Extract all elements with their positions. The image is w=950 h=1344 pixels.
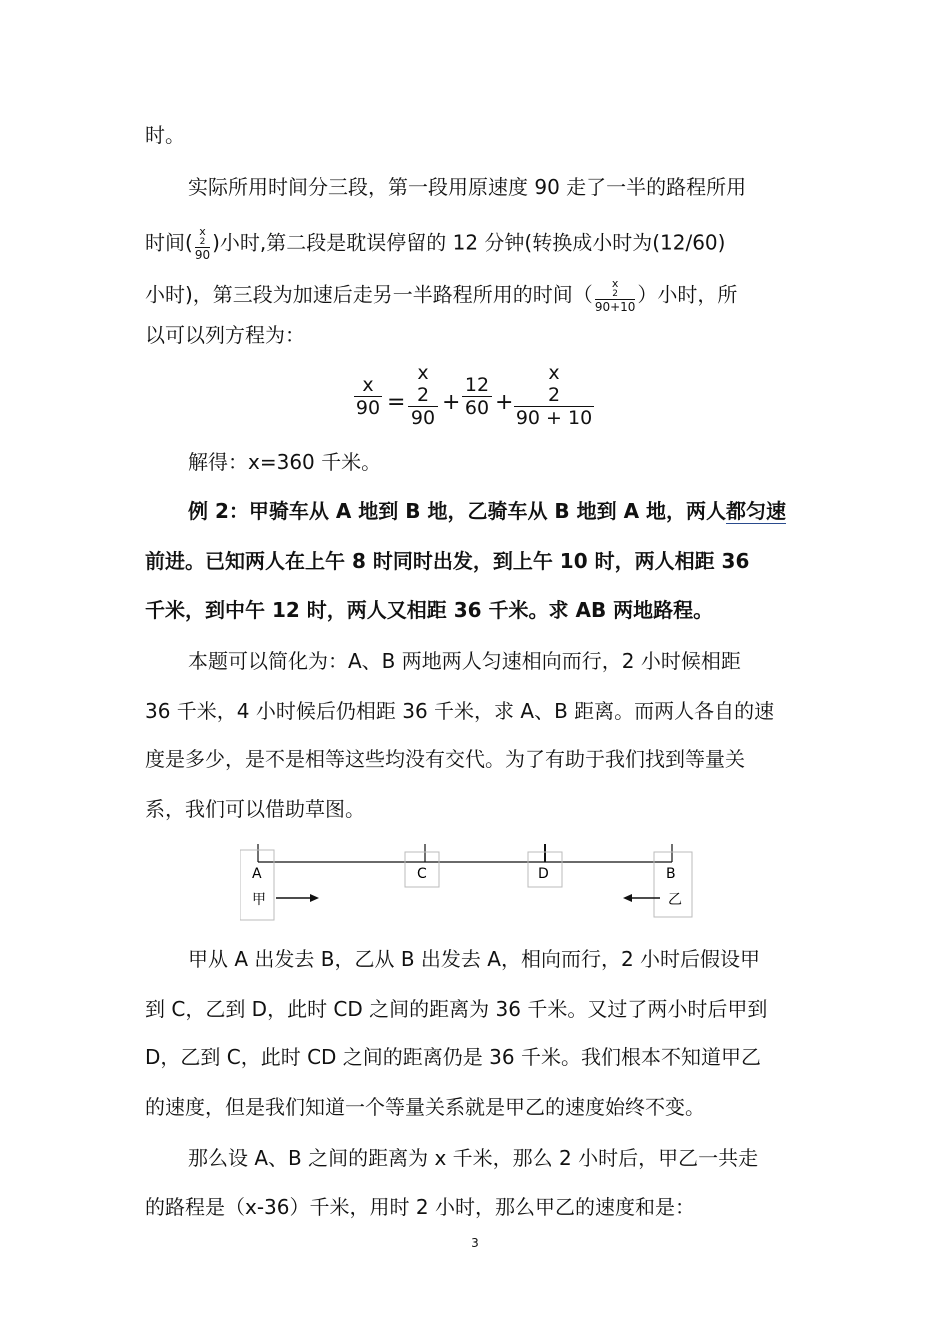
frac-denominator: 90+10 [594, 300, 636, 314]
label-a: A [252, 866, 262, 882]
frac-numerator: x [611, 277, 619, 290]
text-line: 系，我们可以借助草图。 [145, 797, 365, 821]
eq-term1 [408, 362, 438, 429]
text-line: 度是多少，是不是相等这些均没有交代。为了有助于我们找到等量关 [145, 747, 745, 771]
eq-equals: = [387, 390, 406, 415]
inline-fraction [595, 278, 636, 314]
frac-denominator: 90 [194, 248, 211, 262]
text-line: 本题可以简化为：A、B 两地两人匀速相向而行，2 小时候相距 [188, 649, 741, 673]
text-span: )小时,第二段是耽误停留的 12 分钟(转换成小时为(12/60) [212, 230, 726, 255]
inline-fraction [195, 226, 210, 262]
label-c: C [417, 866, 427, 882]
text-line: D，乙到 C，此时 CD 之间的距离仍是 36 千米。我们根本不知道甲乙 [145, 1045, 761, 1069]
text-line: 以可以列方程为： [145, 323, 305, 347]
eq-term3 [514, 362, 594, 429]
eq-numerator: 12 [462, 374, 492, 397]
text-line: 的速度，但是我们知道一个等量关系就是甲乙的速度始终不变。 [145, 1095, 705, 1119]
eq-plus: + [495, 390, 514, 415]
text-line: 那么设 A、B 之间的距离为 x 千米，那么 2 小时后，甲乙一共走 [188, 1146, 759, 1170]
text-line: 到 C，乙到 D，此时 CD 之间的距离为 36 千米。又过了两小时后甲到 [145, 997, 768, 1021]
arrowhead-jia [310, 894, 319, 902]
route-diagram [240, 842, 700, 922]
eq-lhs [354, 374, 382, 419]
eq-denominator: 90 [410, 407, 436, 429]
arrowhead-yi [623, 894, 632, 902]
box-a [240, 850, 274, 920]
text-line: 实际所用时间分三段，第一段用原速度 90 走了一半的路程所用 [188, 175, 747, 199]
text-line: 时。 [145, 123, 185, 147]
label-d: D [538, 866, 549, 882]
text-line: 36 千米，4 小时候后仍相距 36 千米，求 A、B 距离。而两人各自的速 [145, 699, 775, 723]
eq-mid: 2 [514, 384, 594, 407]
eq-numerator: x [548, 362, 560, 384]
label-jia: 甲 [252, 892, 266, 908]
frac-sub: 2 [612, 289, 618, 299]
underlined-text: 都匀速 [726, 499, 787, 523]
eq-denominator: 60 [464, 397, 490, 419]
text-line: 前进。已知两人在上午 8 时同时出发，到上午 10 时，两人相距 36 [145, 549, 750, 573]
text-span: 小时)，第三段为加速后走另一半路程所用的时间（ [145, 282, 593, 307]
frac-sub: 2 [199, 237, 206, 247]
text-line [188, 497, 786, 525]
label-b: B [666, 866, 676, 882]
text-span: 例 2：甲骑车从 A 地到 B 地，乙骑车从 B 地到 A 地，两人 [188, 499, 727, 523]
eq-denominator: 90 + 10 [515, 407, 593, 429]
text-line: 解得：x=360 千米。 [188, 450, 382, 474]
page-number: 3 [471, 1236, 479, 1250]
text-line [145, 278, 737, 314]
eq-numerator: x [354, 374, 382, 397]
text-line: 的路程是（x-36）千米，用时 2 小时，那么甲乙的速度和是： [145, 1195, 695, 1219]
eq-plus: + [442, 390, 461, 415]
eq-numerator: x [417, 362, 429, 384]
frac-numerator: x [199, 225, 206, 238]
eq-mid: 2 [408, 384, 438, 407]
text-line: 甲从 A 出发去 B，乙从 B 出发去 A，相向而行，2 小时后假设甲 [188, 947, 761, 971]
label-yi: 乙 [668, 892, 682, 908]
text-span: 时间( [145, 230, 193, 255]
eq-denominator: 90 [355, 397, 381, 419]
eq-term2 [462, 374, 492, 419]
text-span: ）小时，所 [637, 282, 738, 307]
text-line [145, 226, 725, 262]
text-line: 千米，到中午 12 时，两人又相距 36 千米。求 AB 两地路程。 [145, 598, 714, 622]
